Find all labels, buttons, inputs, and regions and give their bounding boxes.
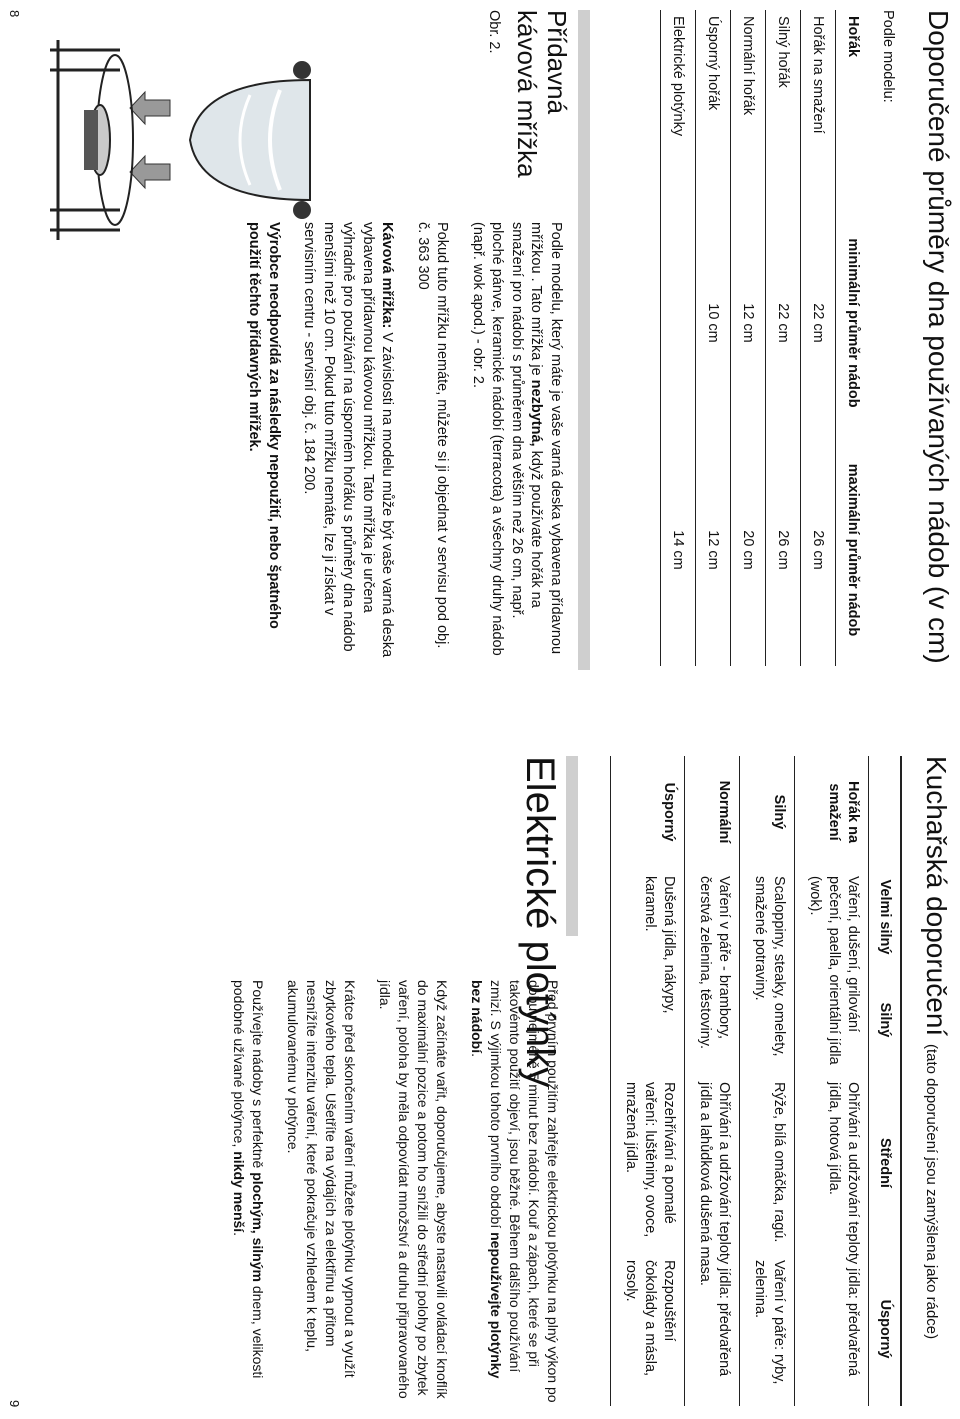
- col-header-medium: Střední: [869, 1074, 902, 1252]
- coffee-grid-text: [228, 222, 565, 662]
- wok-grid-illustration: [40, 40, 320, 240]
- cell: Dušená jídla, nákypy, karamel.: [611, 868, 685, 1074]
- paragraph-coffee-grid: Kávová mřížka: V závislosti na modelu může být vaše varná deska vybavena přídavnou kávovou mřížkou. Tato mřížka je určena výhradně pro používání na úsporném hořáku s průměry dna nádob menšími než 10 cm. Pokud tuto mřížku nemáte, lze ji získat v servisním centru - servisní obj. č. 184 200.: [301, 222, 396, 658]
- table-row: [795, 756, 869, 1406]
- paragraph-first-use: Před prvním použitím zahřejte elektrickou plotýnku na plný výkon po dobu nejméně 5 minut bez nádobí. Kouř a zápach, které se při takovémto použití objeví, jsou běžné. Během dalšího používání zmizí. S výjimkou tohoto prvního období nepoužívejte plotýnky bez nádobí.: [469, 980, 561, 1403]
- left-page-title: Doporučené průměry dna používaných nádob (v cm): [923, 10, 954, 664]
- col-header-max: maximální průměr nádob: [836, 434, 871, 666]
- paragraph-residual-heat: Krátce před skončením vaření můžete plotýnku vypnout a využít zbytkového tepla. Ušetříte na výdajích za elektřinu a přitom nesnížíte intenzitu vaření, které pokračuje vzhledem k teplu, akumulovanému v plotýnce.: [285, 980, 358, 1378]
- cell: Úsporný hořák: [696, 10, 731, 212]
- page-number-right: 9: [7, 1400, 22, 1408]
- table-row: [685, 756, 740, 1406]
- cell: 22 cm: [801, 212, 836, 434]
- cell: 12 cm: [731, 212, 766, 434]
- paragraph-cookware: Používejte nádoby s perfektně plochým, silným dnem, velikosti podobné užívané plotýnce, nikdy menší.: [231, 980, 266, 1379]
- col-header-min: minimální průměr nádob: [836, 212, 871, 434]
- burner-diameter-table: [660, 10, 870, 666]
- table-row: [661, 10, 696, 666]
- table-row: [740, 756, 795, 1406]
- electric-plates-text: [213, 980, 562, 1405]
- cell: Hořák na smažení: [801, 10, 836, 212]
- col-header-burner: Hořák: [836, 10, 871, 212]
- col-header-blank: [869, 756, 902, 868]
- paragraph-additional-grid: Podle modelu, který máte je vaše varná deska vybavena přídavnou mřížkou . Tato mřížka je nezbytná, když používate hořák na smažení pro nádobí s průměrem dna větším než 26 cm, např. ploché pánve, keramické nádobí (terracota) a všechny druhy nádob (např. wok apod.) - obr. 2.: [470, 222, 564, 656]
- cell: 12 cm: [696, 434, 731, 666]
- cell: Silný hořák: [766, 10, 801, 212]
- col-header-economy: Úsporný: [869, 1252, 902, 1406]
- title-note: (tato doporučení jsou zamýšlena jako rádce): [923, 1043, 940, 1340]
- electric-plates-title: Elektrické plotýnky: [518, 756, 562, 1088]
- table-header-row: [869, 756, 902, 1406]
- paragraph-disclaimer: Výrobce neodpovídá za následky nepoužití, nebo špatného použití těchto přídavných mřížek.: [246, 222, 282, 629]
- cell: 22 cm: [766, 212, 801, 434]
- table-row: [731, 10, 766, 666]
- cell: Elektrické plotýnky: [661, 10, 696, 212]
- cell: Ohřívání a udržování teploty jídla: předvařená jídla a lahůdková dušená masa.: [685, 1074, 740, 1406]
- cell: Vaření v páře - brambory, čerstvá zelenina, těstoviny.: [685, 868, 740, 1074]
- cell: Scaloppiny, steaky, omelety, smažené potraviny.: [740, 868, 795, 1074]
- model-intro: Podle modelu:: [880, 10, 896, 103]
- cell: 14 cm: [661, 434, 696, 666]
- cell: Vaření v páře: ryby, zelenina.: [740, 1252, 795, 1406]
- table-row: [766, 10, 801, 666]
- figure-caption: Obr. 2.: [486, 10, 502, 54]
- row-header: Úsporný: [611, 756, 685, 868]
- row-header: Hořák na smažení: [795, 756, 869, 868]
- section-bar-right: [566, 756, 578, 936]
- cell: Rozehřívání a pomalé vaření: luštěniny, ovoce, mražená jídla.: [611, 1074, 685, 1252]
- page-number-left: 8: [7, 10, 22, 18]
- row-header: Silný: [740, 756, 795, 868]
- table-row: [801, 10, 836, 666]
- row-header: Normální: [685, 756, 740, 868]
- cell: Normální hořák: [731, 10, 766, 212]
- cell: Ohřívání a udržování teploty jídla: předvařená jídla, hotová jídla.: [795, 1074, 869, 1406]
- cell: Rýže, bílá omáčka, ragú.: [740, 1074, 795, 1252]
- cell: 26 cm: [801, 434, 836, 666]
- table-header-row: [836, 10, 871, 666]
- cooking-tips-table: [610, 756, 902, 1406]
- paragraph-start-cooking: Když začínáte vařit, doporučujeme, abyste nastavili ovládací knoflík do maximální pozice a potom ho snížili do střední polohy po zbytek vaření, poloha by měla odpovídat množství a druhu připravovaného jídla.: [377, 980, 450, 1399]
- table-row: [611, 756, 685, 1406]
- paragraph-order-grid: Pokud tuto mřížku nemáte, můžete si ji objednat v servisu pod obj. č. 363 300: [415, 222, 451, 649]
- right-page-title: Kuchařská doporučení (tato doporučení jsou zamýšlena jako rádce): [921, 756, 952, 1340]
- cell: Vaření, dušení, grilování pečení, paella, orientální jídla (wok).: [795, 868, 869, 1074]
- col-header-very-strong: Velmi silný: [869, 868, 902, 966]
- cell: [661, 212, 696, 434]
- table-row: [696, 10, 731, 666]
- col-header-strong: Silný: [869, 966, 902, 1074]
- cell: Rozpouštění čokolády a másla, rosoly.: [611, 1252, 685, 1406]
- coffee-grid-section-title: Přídavná kávová mřížka: [512, 10, 572, 178]
- cell: 10 cm: [696, 212, 731, 434]
- section-bar-left: [578, 10, 590, 670]
- cell: 26 cm: [766, 434, 801, 666]
- cell: 20 cm: [731, 434, 766, 666]
